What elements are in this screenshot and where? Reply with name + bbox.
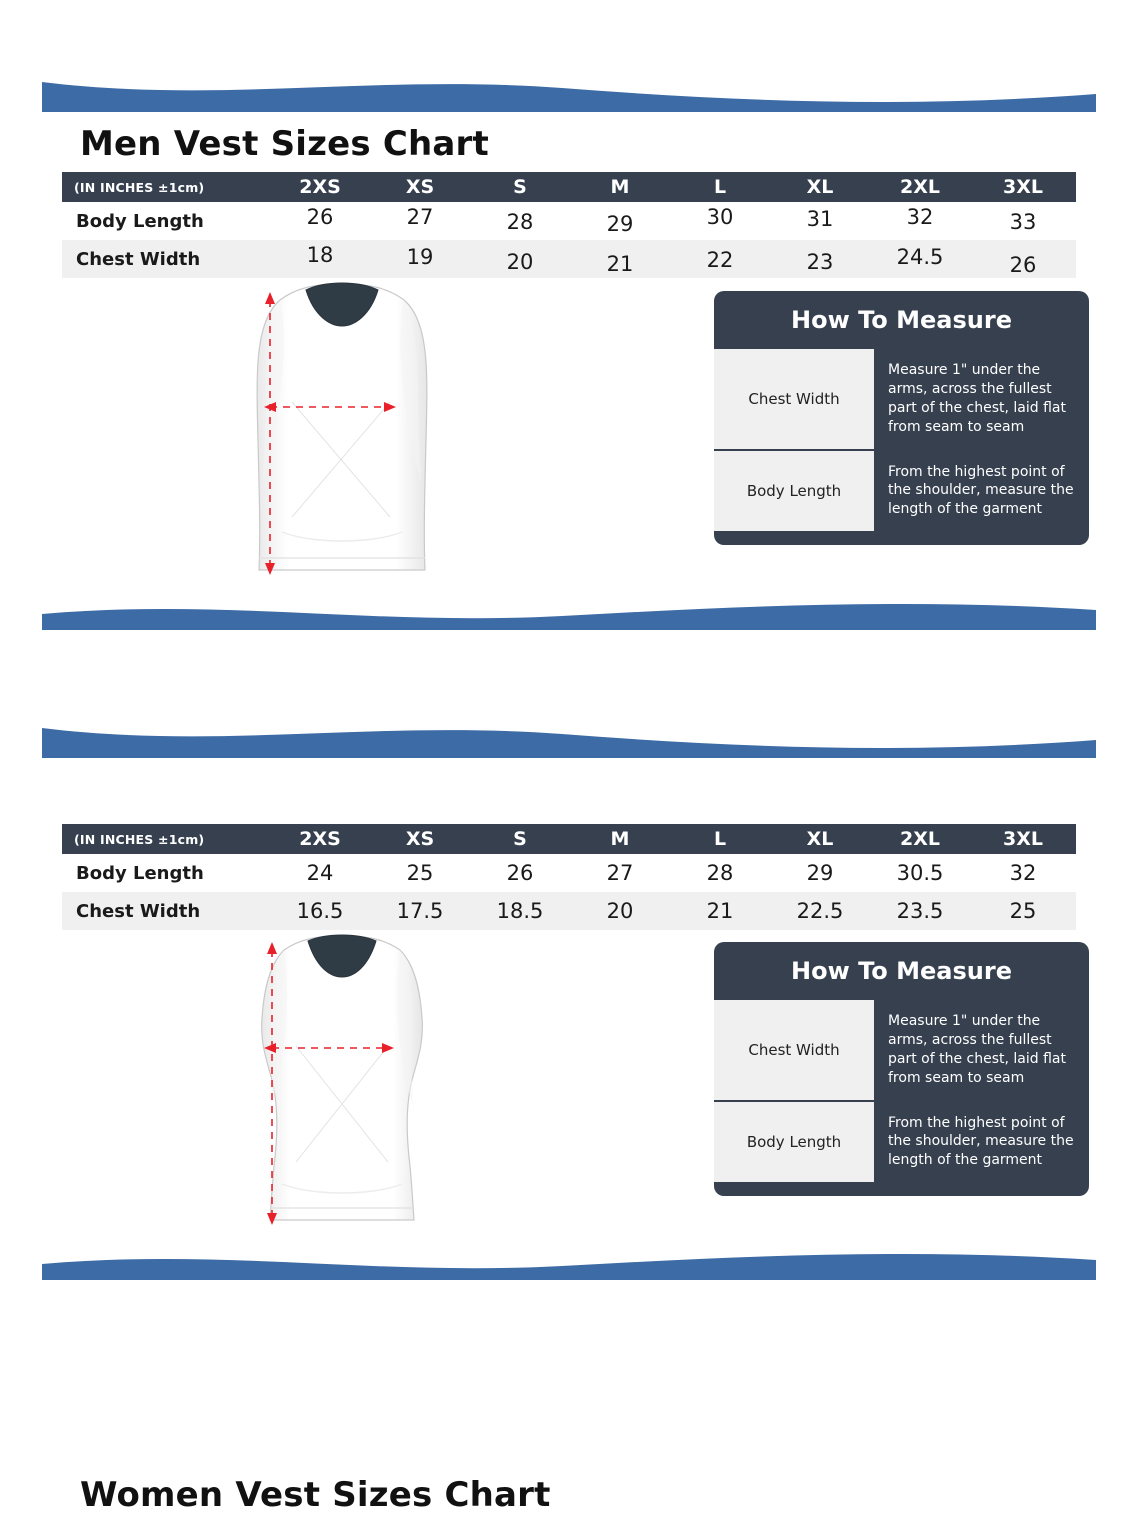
- cell-value: 27: [606, 861, 634, 885]
- cell-value: 25: [406, 861, 434, 885]
- size-header-3xl: 3XL: [1003, 176, 1043, 198]
- size-header-2xs: 2XS: [299, 176, 341, 198]
- size-header-s: S: [513, 176, 527, 198]
- table-row: [62, 240, 1076, 278]
- size-header-m: M: [610, 176, 630, 198]
- size-header-xs: XS: [405, 176, 435, 198]
- cell-value: 20: [506, 250, 534, 274]
- cell-value: 27: [406, 205, 434, 229]
- cell-value: 29: [606, 212, 634, 236]
- measure-text-body-length: From the highest point of the shoulder, measure the length of the garment: [874, 1102, 1089, 1183]
- cell-value: 23.5: [896, 899, 944, 923]
- measure-label-chest-width: Chest Width: [714, 349, 874, 449]
- table-row: [62, 854, 1076, 892]
- size-header-xl: XL: [806, 176, 834, 198]
- row-label-chest-width: Chest Width: [62, 240, 270, 278]
- men-vest-illustration: [222, 282, 462, 587]
- size-table-women: [62, 824, 1076, 930]
- cell-value: 16.5: [296, 899, 344, 923]
- cell-value: 17.5: [396, 899, 444, 923]
- cell-value: 32: [906, 205, 934, 229]
- cell-value: 19: [406, 245, 434, 269]
- decorative-wave-bottom: [42, 1246, 1096, 1280]
- row-label-body-length: Body Length: [62, 202, 270, 240]
- unit-label: (IN INCHES ±1cm): [74, 179, 205, 195]
- size-header-3xl: 3XL: [1003, 828, 1043, 850]
- cell-value: 28: [706, 861, 734, 885]
- measure-text-chest-width: Measure 1" under the arms, across the fullest part of the chest, laid flat from seam to seam: [874, 1000, 1089, 1100]
- how-to-measure-title: How To Measure: [791, 957, 1012, 985]
- cell-value: 30: [706, 205, 734, 229]
- cell-value: 18: [306, 243, 334, 267]
- how-to-measure-row: [714, 1000, 1089, 1100]
- row-label-body-length: Body Length: [62, 854, 270, 892]
- women-vest-illustration: [222, 934, 462, 1239]
- measure-text-body-length: From the highest point of the shoulder, measure the length of the garment: [874, 451, 1089, 532]
- measure-label-body-length: Body Length: [714, 1102, 874, 1183]
- cell-value: 22.5: [796, 899, 844, 923]
- cell-value: 25: [1009, 899, 1037, 923]
- cell-value: 26: [306, 205, 334, 229]
- cell-value: 32: [1009, 861, 1037, 885]
- cell-value: 30.5: [896, 861, 944, 885]
- cell-value: 22: [706, 248, 734, 272]
- cell-value: 23: [806, 250, 834, 274]
- cell-value: 18.5: [496, 899, 544, 923]
- cell-value: 26: [506, 861, 534, 885]
- cell-value: 21: [606, 252, 634, 276]
- how-to-measure-row: [714, 451, 1089, 532]
- table-row: [62, 202, 1076, 240]
- size-header-l: L: [713, 828, 727, 850]
- how-to-measure-box-women: [714, 942, 1089, 1196]
- table-header-row: [62, 824, 1076, 854]
- measure-label-body-length: Body Length: [714, 451, 874, 532]
- page-title-women: Women Vest Sizes Chart: [80, 1475, 551, 1515]
- measure-text-chest-width: Measure 1" under the arms, across the fullest part of the chest, laid flat from seam to seam: [874, 349, 1089, 449]
- how-to-measure-box-men: [714, 291, 1089, 545]
- cell-value: 21: [706, 899, 734, 923]
- table-row: [62, 892, 1076, 930]
- how-to-measure-row: [714, 1102, 1089, 1183]
- cell-value: 29: [806, 861, 834, 885]
- men-section: [0, 0, 1138, 700]
- page-title-men: Men Vest Sizes Chart: [80, 124, 489, 164]
- size-header-xl: XL: [806, 828, 834, 850]
- size-header-m: M: [610, 828, 630, 850]
- size-header-l: L: [713, 176, 727, 198]
- decorative-wave-top: [42, 78, 1096, 112]
- cell-value: 24: [306, 861, 334, 885]
- cell-value: 28: [506, 210, 534, 234]
- women-section: [0, 700, 1138, 1515]
- size-header-2xl: 2XL: [900, 176, 940, 198]
- decorative-wave-top: [42, 724, 1096, 758]
- table-header-row: [62, 172, 1076, 202]
- size-header-2xs: 2XS: [299, 828, 341, 850]
- cell-value: 33: [1009, 210, 1037, 234]
- cell-value: 26: [1009, 253, 1037, 277]
- row-label-chest-width: Chest Width: [62, 892, 270, 930]
- cell-value: 20: [606, 899, 634, 923]
- decorative-wave-bottom: [42, 596, 1096, 630]
- size-header-2xl: 2XL: [900, 828, 940, 850]
- size-table-men: [62, 172, 1076, 278]
- size-header-xs: XS: [405, 828, 435, 850]
- how-to-measure-row: [714, 349, 1089, 449]
- size-header-s: S: [513, 828, 527, 850]
- unit-label: (IN INCHES ±1cm): [74, 831, 205, 847]
- cell-value: 24.5: [896, 245, 944, 269]
- cell-value: 31: [806, 207, 834, 231]
- measure-label-chest-width: Chest Width: [714, 1000, 874, 1100]
- how-to-measure-title: How To Measure: [791, 306, 1012, 334]
